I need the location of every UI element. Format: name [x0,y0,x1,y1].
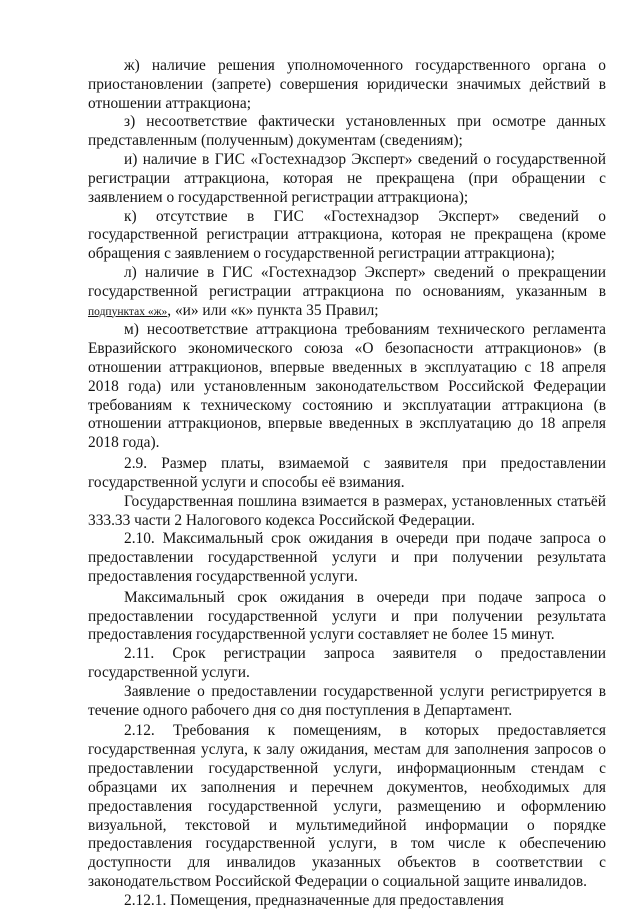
paragraph-item-z: з) несоответствие фактически установленных при осмотре данных представленным (полученным) документам (сведениям); [88,113,606,150]
application-registration-paragraph: Заявление о предоставлении государственной услуги регистрируется в течение одного рабочего дня со дня поступления в Департамент. [88,682,606,719]
section-2-10-heading: 2.10. Максимальный срок ожидания в очереди при подаче запроса о предоставлении государственной услуги и при получении результата предоставления государственной услуги. [88,530,606,585]
section-2-11-heading: 2.11. Срок регистрации запроса заявителя о предоставлении государственной услуги. [88,645,606,681]
paragraph-item-zh: ж) наличие решения уполномоченного государственного органа о приостановлении (запрете) совершения юридически значимых действий в отношении аттракциона; [88,57,606,112]
paragraph-item-l-tail: , «и» или «к» пункта 35 Правил; [167,301,379,319]
section-2-12-heading: 2.12. Требования к помещениям, в которых предоставляется государственная услуга, к залу ожидания, местам для заполнения запросов о предоставлении государственной услуги, информационным стендам с образцами их заполнения и перечнем документов, необходимых для предоставления государственной услуги, размещению и оформлению визуальной, текстовой и мультимедийной информации о порядке предоставления государственной услуги, в том числе к обеспечению доступности для инвалидов указанных объектов в соответствии с законодательством Российской Федерации о социальной защите инвалидов. [88,722,606,890]
max-wait-paragraph: Максимальный срок ожидания в очереди при подаче запроса о предоставлении государственной услуги и при получении результата предоставления государственной услуги составляет не более 15 минут. [88,588,606,644]
paragraph-item-l [88,264,606,321]
paragraph-item-l-text: л) наличие в ГИС «Гостехнадзор Эксперт» сведений о прекращении государственной регистрации аттракциона по основаниям, указанным в [88,263,606,300]
paragraph-item-k: к) отсутствие в ГИС «Гостехнадзор Эксперт» сведений о государственной регистрации аттракциона, которая не прекращена (кроме обращения с заявлением о государственной регистрации аттракциона); [88,207,606,263]
subclauses-link[interactable]: подпунктах «ж» [88,305,168,318]
document-body [88,57,606,911]
section-2-12-1-heading: 2.12.1. Помещения, предназначенные для предоставления [124,891,504,909]
paragraph-item-m: м) несоответствие аттракциона требованиям технического регламента Евразийского экономического союза «О безопасности аттракционов» (в отношении аттракционов, впервые введенных в эксплуатацию с 18 апреля 2018 года) или установленным законодательством Российской Федерации требованиям к техническому состоянию и эксплуатации аттракциона (в отношении аттракционов, впервые введенных в эксплуатацию до 18 апреля 2018 года). [88,321,606,452]
state-duty-paragraph: Государственная пошлина взимается в размерах, установленных статьёй 333.33 части 2 Налогового кодекса Российской Федерации. [88,492,606,529]
paragraph-item-i: и) наличие в ГИС «Гостехнадзор Эксперт» сведений о государственной регистрации аттракциона, которая не прекращена (при обращении с заявлением о государственной регистрации аттракциона); [88,151,606,206]
section-2-9-heading: 2.9. Размер платы, взимаемой с заявителя при предоставлении государственной услуги и способы её взимания. [88,455,606,491]
